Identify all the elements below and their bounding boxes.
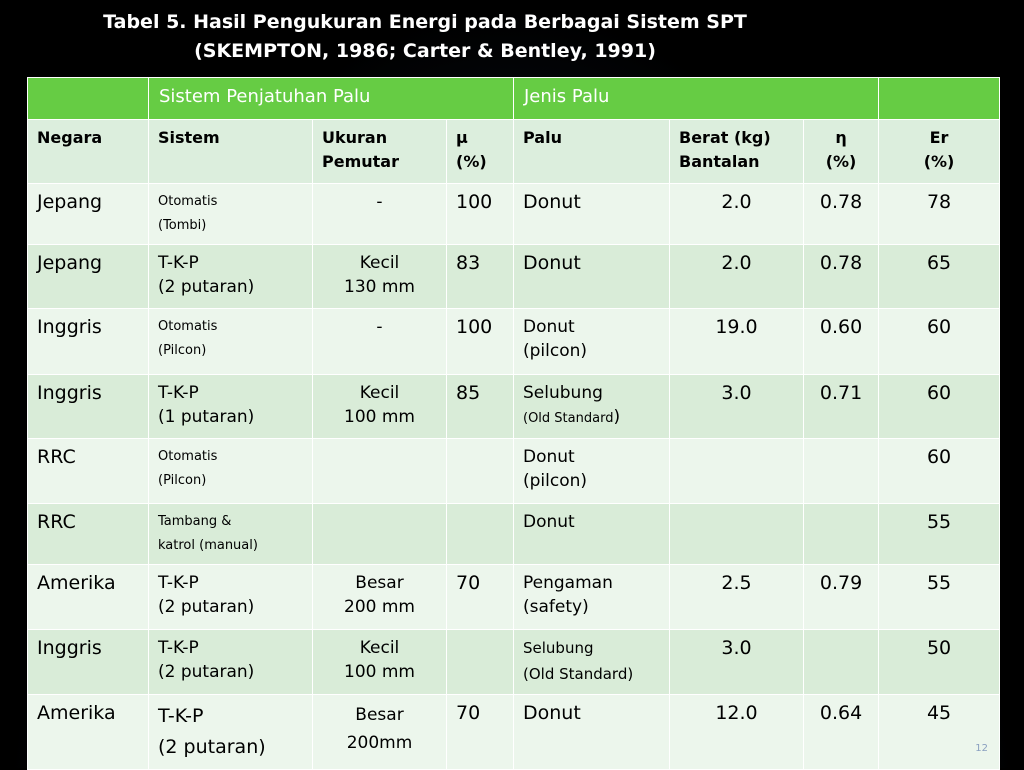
cell-berat: 2.0: [670, 184, 804, 245]
table-row: [28, 630, 1000, 695]
cell-sistem-line2: (Tombi): [158, 218, 207, 233]
title-line-2: (SKEMPTON, 1986; Carter & Bentley, 1991): [194, 40, 656, 62]
cell-palu: [514, 439, 670, 504]
col-header-palu: [514, 120, 670, 184]
col-header-eta: [804, 120, 879, 184]
cell-mu: [447, 504, 514, 565]
cell-sistem: [149, 504, 313, 565]
cell-palu-line1: Donut: [523, 447, 575, 467]
cell-berat: 2.0: [670, 245, 804, 309]
cell-negara: RRC: [28, 439, 149, 504]
cell-ukuran: [313, 184, 447, 245]
cell-palu: [514, 375, 670, 439]
col-header-ukuran: [313, 120, 447, 184]
page-number: 12: [975, 743, 988, 754]
cell-berat: 3.0: [670, 630, 804, 695]
cell-mu: 100: [447, 309, 514, 375]
col-header-negara: [28, 120, 149, 184]
cell-palu: Donut: [514, 695, 670, 770]
cell-berat: 2.5: [670, 565, 804, 630]
cell-ukuran-line1: -: [376, 192, 383, 212]
title-line-1: Tabel 5. Hasil Pengukuran Energi pada Berbagai Sistem SPT: [103, 11, 747, 33]
cell-mu: 70: [447, 565, 514, 630]
cell-palu: Donut: [514, 504, 670, 565]
cell-sistem-line1: T-K-P: [158, 573, 199, 593]
cell-er: 50: [879, 630, 1000, 695]
cell-mu: 100: [447, 184, 514, 245]
cell-palu-line2: (pilcon): [523, 471, 588, 491]
cell-sistem-line1: T-K-P: [158, 383, 199, 403]
cell-palu-line2: (safety): [523, 597, 589, 617]
cell-ukuran: [313, 245, 447, 309]
cell-palu-line2-paren: ): [613, 407, 621, 427]
cell-ukuran-line2: 200 mm: [344, 597, 415, 617]
cell-berat: [670, 439, 804, 504]
col-header-palu-text: Palu: [523, 128, 562, 147]
cell-berat: 3.0: [670, 375, 804, 439]
cell-negara: Inggris: [28, 630, 149, 695]
cell-sistem-line1: T-K-P: [158, 638, 199, 658]
cell-eta: 0.78: [804, 245, 879, 309]
col-header-mu-line1: μ: [456, 128, 468, 147]
cell-mu: 83: [447, 245, 514, 309]
cell-sistem-line1: Otomatis: [158, 319, 218, 334]
cell-ukuran: [313, 630, 447, 695]
cell-sistem-line2: (1 putaran): [158, 407, 255, 427]
cell-negara: Inggris: [28, 375, 149, 439]
col-header-berat-line1: Berat (kg): [679, 128, 771, 147]
cell-sistem-line1: T-K-P: [158, 253, 199, 273]
cell-eta: 0.64: [804, 695, 879, 770]
cell-eta: 0.79: [804, 565, 879, 630]
cell-ukuran-line1: Besar: [355, 705, 404, 725]
cell-eta: [804, 630, 879, 695]
cell-berat: 19.0: [670, 309, 804, 375]
cell-sistem-line2: (2 putaran): [158, 662, 255, 682]
cell-er: 60: [879, 309, 1000, 375]
cell-er: 60: [879, 439, 1000, 504]
cell-palu-line1: Selubung: [523, 383, 603, 403]
col-header-mu: [447, 120, 514, 184]
cell-palu-line1: Pengaman: [523, 573, 613, 593]
cell-palu: Donut: [514, 245, 670, 309]
col-header-negara-text: Negara: [37, 128, 103, 147]
group-header-row: [28, 78, 1000, 120]
cell-ukuran-line1: Besar: [355, 573, 404, 593]
group-header-jenis-palu: Jenis Palu: [514, 78, 879, 120]
cell-palu-line2: (pilcon): [523, 341, 588, 361]
cell-sistem: [149, 630, 313, 695]
cell-er: 78: [879, 184, 1000, 245]
cell-berat: 12.0: [670, 695, 804, 770]
cell-palu: [514, 630, 670, 695]
cell-eta: [804, 439, 879, 504]
cell-sistem-line2: (Pilcon): [158, 473, 207, 488]
group-header-blank-right: [879, 78, 1000, 120]
cell-ukuran: [313, 375, 447, 439]
cell-palu-line1: Donut: [523, 317, 575, 337]
col-header-ukuran-line1: Ukuran: [322, 128, 388, 147]
table-row: [28, 184, 1000, 245]
cell-eta: 0.78: [804, 184, 879, 245]
table-row: [28, 375, 1000, 439]
cell-mu: [447, 439, 514, 504]
cell-negara: RRC: [28, 504, 149, 565]
table-row: [28, 309, 1000, 375]
cell-ukuran-line1: -: [376, 317, 383, 337]
cell-er: 65: [879, 245, 1000, 309]
cell-palu-line1: Selubung: [523, 639, 594, 657]
table-row: [28, 695, 1000, 770]
slide-title: [0, 8, 850, 66]
cell-sistem-line1: Tambang &: [158, 514, 232, 529]
cell-palu-line2: (Old Standard): [523, 665, 634, 683]
col-header-berat: [670, 120, 804, 184]
col-header-eta-line1: η: [835, 128, 847, 147]
col-header-er-line2: (%): [923, 152, 955, 171]
cell-ukuran: [313, 439, 447, 504]
cell-palu-line2: (Old Standard: [523, 411, 614, 426]
cell-er: 55: [879, 565, 1000, 630]
cell-palu: [514, 309, 670, 375]
col-header-sistem-text: Sistem: [158, 128, 220, 147]
energy-measurement-table: [27, 77, 1000, 770]
col-header-mu-line2: (%): [456, 152, 487, 171]
cell-ukuran: [313, 565, 447, 630]
cell-sistem: [149, 565, 313, 630]
cell-berat: [670, 504, 804, 565]
cell-ukuran: [313, 504, 447, 565]
cell-sistem: [149, 695, 313, 770]
col-header-sistem: [149, 120, 313, 184]
cell-palu: [514, 565, 670, 630]
cell-er: 45: [879, 695, 1000, 770]
cell-negara: Jepang: [28, 245, 149, 309]
col-header-er-line1: Er: [929, 128, 949, 147]
cell-eta: 0.60: [804, 309, 879, 375]
cell-ukuran-line1: Kecil: [359, 253, 400, 273]
cell-eta: 0.71: [804, 375, 879, 439]
cell-ukuran-line1: Kecil: [359, 638, 400, 658]
table-row: [28, 565, 1000, 630]
cell-sistem-line2: (2 putaran): [158, 597, 255, 617]
group-header-sistem-penjatuhan: Sistem Penjatuhan Palu: [149, 78, 514, 120]
cell-ukuran-line1: Kecil: [359, 383, 400, 403]
cell-sistem-line1: T-K-P: [158, 705, 204, 727]
col-header-er: [879, 120, 1000, 184]
cell-sistem: [149, 245, 313, 309]
cell-ukuran: [313, 309, 447, 375]
table-row: [28, 504, 1000, 565]
cell-palu: Donut: [514, 184, 670, 245]
cell-ukuran-line2: 130 mm: [344, 277, 415, 297]
cell-ukuran: [313, 695, 447, 770]
col-header-eta-line2: (%): [825, 152, 857, 171]
cell-sistem-line2: (Pilcon): [158, 343, 207, 358]
cell-negara: Amerika: [28, 695, 149, 770]
cell-sistem-line2: (2 putaran): [158, 736, 266, 758]
cell-sistem-line2: katrol (manual): [158, 538, 258, 553]
cell-negara: Amerika: [28, 565, 149, 630]
col-header-ukuran-line2: Pemutar: [322, 152, 399, 171]
cell-sistem: [149, 309, 313, 375]
group-header-blank-left: [28, 78, 149, 120]
table-row: [28, 245, 1000, 309]
cell-er: 55: [879, 504, 1000, 565]
cell-sistem-line1: Otomatis: [158, 194, 218, 209]
cell-negara: Inggris: [28, 309, 149, 375]
cell-eta: [804, 504, 879, 565]
cell-mu: 85: [447, 375, 514, 439]
cell-sistem-line2: (2 putaran): [158, 277, 255, 297]
cell-ukuran-line2: 100 mm: [344, 407, 415, 427]
cell-negara: Jepang: [28, 184, 149, 245]
cell-sistem-line1: Otomatis: [158, 449, 218, 464]
cell-sistem: [149, 184, 313, 245]
cell-ukuran-line2: 200mm: [346, 733, 413, 753]
cell-sistem: [149, 375, 313, 439]
cell-ukuran-line2: 100 mm: [344, 662, 415, 682]
cell-mu: 70: [447, 695, 514, 770]
cell-mu: [447, 630, 514, 695]
column-header-row: [28, 120, 1000, 184]
cell-sistem: [149, 439, 313, 504]
col-header-berat-line2: Bantalan: [679, 152, 760, 171]
table-row: [28, 439, 1000, 504]
cell-er: 60: [879, 375, 1000, 439]
